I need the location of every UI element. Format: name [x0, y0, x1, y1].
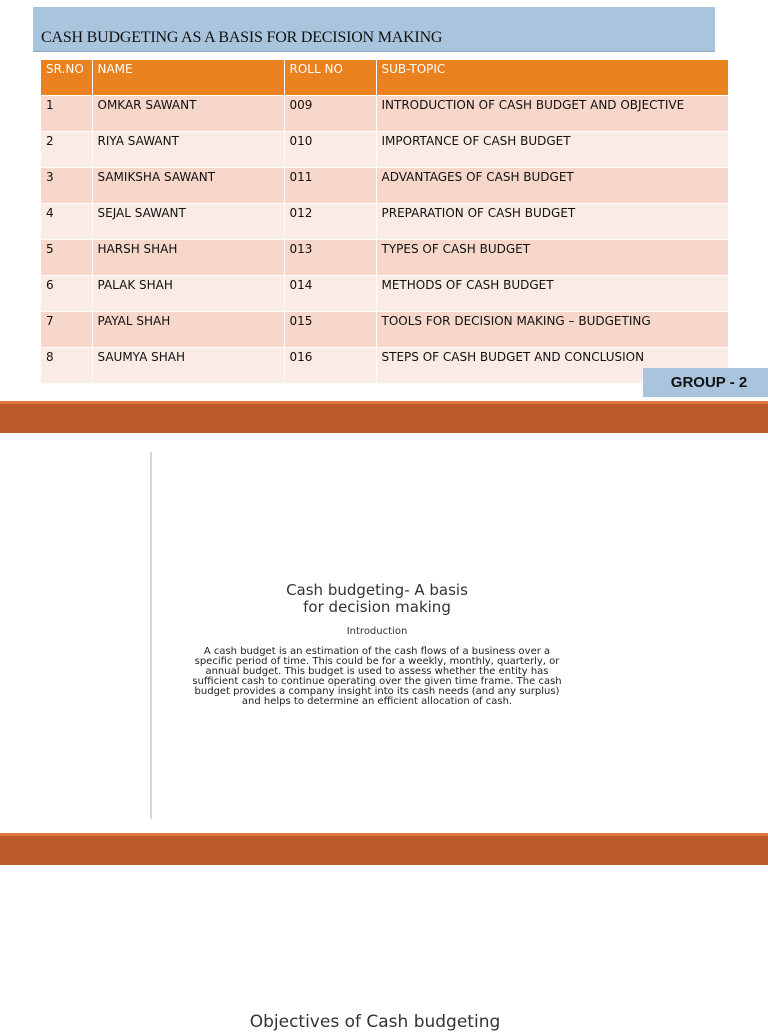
cell-name: HARSH SHAH: [92, 240, 284, 276]
cell-subtopic: METHODS OF CASH BUDGET: [376, 276, 728, 312]
cell-subtopic: IMPORTANCE OF CASH BUDGET: [376, 132, 728, 168]
column-header-name: NAME: [92, 60, 284, 96]
table-row: [41, 204, 728, 240]
slide-title-objectives: Objectives of Cash budgeting: [249, 1012, 501, 1032]
table-row: [41, 132, 728, 168]
cell-srno: 7: [41, 312, 92, 348]
table-row: [41, 312, 728, 348]
column-header-subtopic: SUB-TOPIC: [376, 60, 728, 96]
table-header-row: [41, 60, 728, 96]
cell-subtopic: TYPES OF CASH BUDGET: [376, 240, 728, 276]
cell-rollno: 013: [284, 240, 376, 276]
slide-body-line: annual budget. This budget is used to assess whether the entity has: [205, 666, 549, 677]
column-header-srno: SR.NO: [41, 60, 92, 96]
table-row: [41, 276, 728, 312]
slide-body-line: budget provides a company insight into its cash needs (and any surplus): [194, 686, 560, 697]
slide-preview-introduction: [150, 452, 602, 819]
document-title: CASH BUDGETING AS A BASIS FOR DECISION MAKING: [41, 29, 443, 46]
cell-name: RIYA SAWANT: [92, 132, 284, 168]
cell-name: SAUMYA SHAH: [92, 348, 284, 384]
cell-name: OMKAR SAWANT: [92, 96, 284, 132]
slide-body-text: [157, 647, 597, 707]
group-roster-table: [41, 60, 729, 383]
cell-srno: 4: [41, 204, 92, 240]
table-row: [41, 348, 728, 384]
cell-subtopic: TOOLS FOR DECISION MAKING – BUDGETING: [376, 312, 728, 348]
cell-subtopic: PREPARATION OF CASH BUDGET: [376, 204, 728, 240]
cell-rollno: 015: [284, 312, 376, 348]
cell-rollno: 014: [284, 276, 376, 312]
cell-srno: 1: [41, 96, 92, 132]
cell-name: SAMIKSHA SAWANT: [92, 168, 284, 204]
cell-rollno: 016: [284, 348, 376, 384]
table-row: [41, 96, 728, 132]
cell-name: PALAK SHAH: [92, 276, 284, 312]
cell-srno: 5: [41, 240, 92, 276]
cell-srno: 8: [41, 348, 92, 384]
slide-title-line1: Cash budgeting- A basis: [286, 581, 468, 599]
slide-subtitle: Introduction: [346, 626, 408, 637]
cell-srno: 2: [41, 132, 92, 168]
document-title-bar: [33, 7, 715, 52]
cell-rollno: 010: [284, 132, 376, 168]
cell-rollno: 011: [284, 168, 376, 204]
cell-name: SEJAL SAWANT: [92, 204, 284, 240]
slide-title-line2: for decision making: [303, 598, 451, 616]
cell-name: PAYAL SHAH: [92, 312, 284, 348]
page-separator-band: [0, 833, 768, 865]
cell-srno: 6: [41, 276, 92, 312]
column-header-rollno: ROLL NO: [284, 60, 376, 96]
cell-rollno: 012: [284, 204, 376, 240]
cell-subtopic: ADVANTAGES OF CASH BUDGET: [376, 168, 728, 204]
table-row: [41, 240, 728, 276]
page-separator-band: [0, 401, 768, 433]
slide-body-line: sufficient cash to continue operating over the given time frame. The cash: [192, 676, 562, 687]
slide-body-line: specific period of time. This could be for a weekly, monthly, quarterly, or: [194, 656, 560, 667]
group-badge: GROUP - 2: [643, 368, 768, 397]
slide-body-line: and helps to determine an efficient allocation of cash.: [241, 696, 513, 707]
cell-rollno: 009: [284, 96, 376, 132]
slide-body-line: A cash budget is an estimation of the cash flows of a business over a: [203, 646, 551, 657]
cell-subtopic: STEPS OF CASH BUDGET AND CONCLUSION: [376, 348, 728, 384]
cell-subtopic: INTRODUCTION OF CASH BUDGET AND OBJECTIVE: [376, 96, 728, 132]
table-row: [41, 168, 728, 204]
cell-srno: 3: [41, 168, 92, 204]
